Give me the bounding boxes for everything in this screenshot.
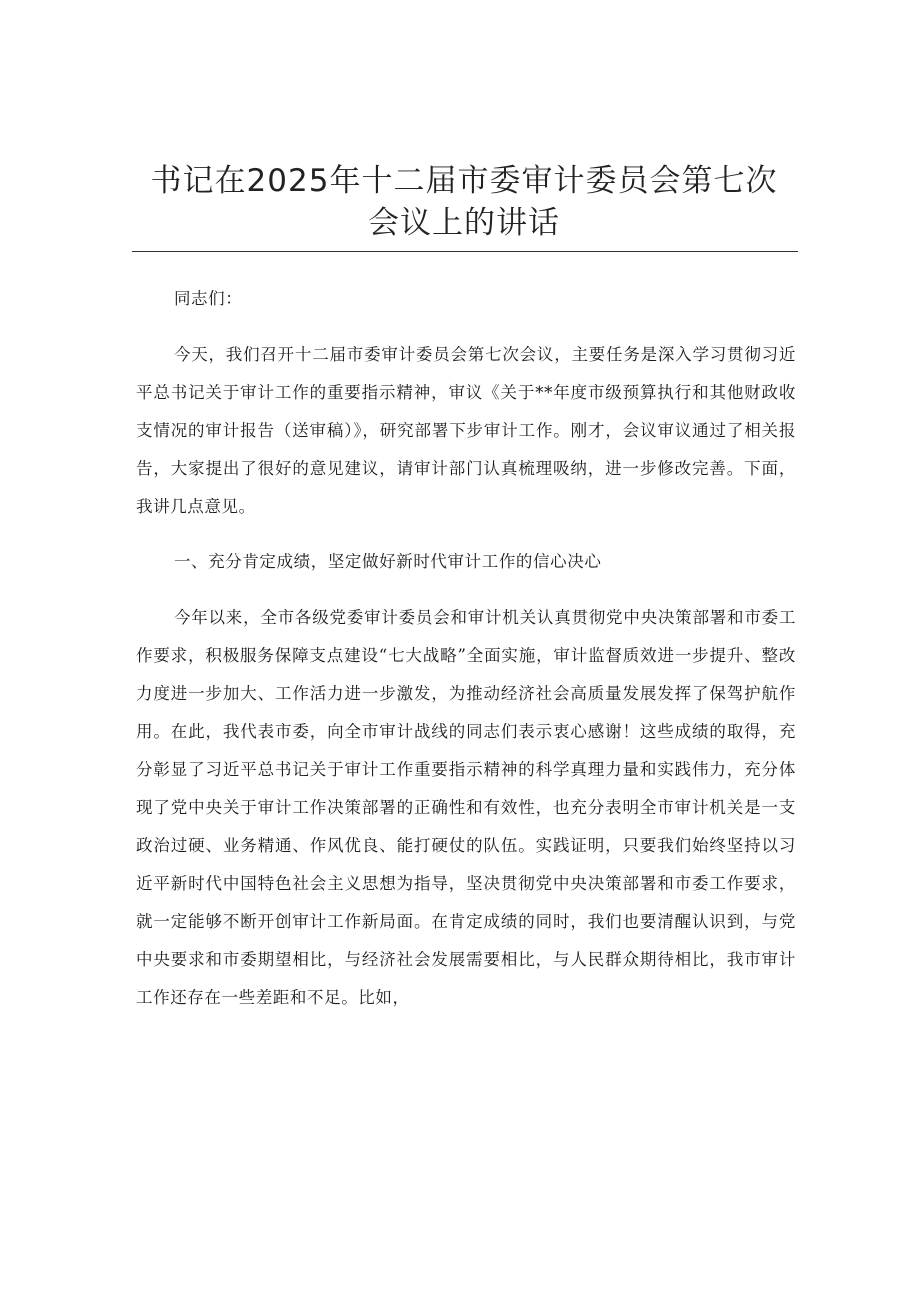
- title-line-1: 书记在2025年十二届市委审计委员会第七次: [150, 163, 778, 199]
- section-heading: 一、充分肯定成绩，坚定做好新时代审计工作的信心决心: [173, 552, 602, 571]
- document-body: [136, 280, 796, 1017]
- document-title: [130, 160, 798, 244]
- title-divider: [132, 251, 798, 252]
- title-line-2: 会议上的讲话: [368, 205, 560, 241]
- body-paragraph: 今年以来，全市各级党委审计委员会和审计机关认真贯彻党中央决策部署和市委工作要求，积极服务保障支点建设“七大战略”全面实施，审计监督质效进一步提升、整改力度进一步加大、工作活力进一步激发，为推动经济社会高质量发展发挥了保驾护航作用。在此，我代表市委，向全市审计战线的同志们表示衷心感谢！这些成绩的取得，充分彰显了习近平总书记关于审计工作重要指示精神的科学真理力量和实践伟力，充分体现了党中央关于审计工作决策部署的正确性和有效性，也充分表明全市审计机关是一支政治过硬、业务精通、作风优良、能打硬仗的队伍。实践证明，只要我们始终坚持以习近平新时代中国特色社会主义思想为指导，坚决贯彻党中央决策部署和市委工作要求，就一定能够不断开创审计工作新局面。在肯定成绩的同时，我们也要清醒认识到，与党中央要求和市委期望相比，与经济社会发展需要相比，与人民群众期待相比，我市审计工作还存在一些差距和不足。比如，: [136, 608, 796, 1007]
- salutation: 同志们：: [173, 289, 243, 308]
- intro-paragraph: 今天，我们召开十二届市委审计委员会第七次会议，主要任务是深入学习贯彻习近平总书记关于审计工作的重要指示精神，审议《关于**年度市级预算执行和其他财政收支情况的审计报告（送审稿）》，研究部署下步审计工作。刚才，会议审议通过了相关报告，大家提出了很好的意见建议，请审计部门认真梳理吸纳，进一步修改完善。下面，我讲几点意见。: [136, 345, 796, 516]
